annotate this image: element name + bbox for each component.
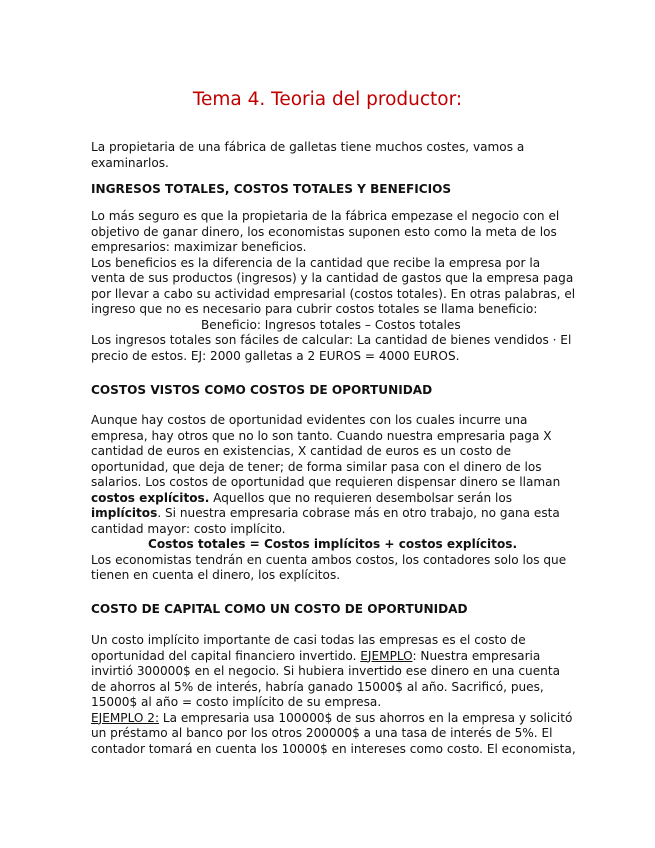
costos-totales-formula: Costos totales = Costos implícitos + costos explícitos. [148, 537, 518, 551]
text-line: por llevar a cabo su actividad empresarial (costos totales). En otras palabras, el [91, 286, 576, 301]
text-line: Un costo implícito importante de casi todas las empresas es el costo de [91, 633, 526, 647]
text-line: cantidad mayor: costo implícito. [91, 521, 286, 536]
text-line [91, 491, 565, 507]
text-line: La propietaria de una fábrica de galletas tiene muchos costes, vamos a [91, 140, 525, 154]
bold-term-implicitos: implícitos [91, 506, 158, 520]
text-span: . Si nuestra empresaria cobrase más en otro trabajo, no gana esta [157, 506, 560, 520]
intro-paragraph [91, 140, 565, 171]
text-span: : Nuestra empresaria [412, 648, 541, 663]
text-line [91, 649, 565, 665]
text-line: venta de sus productos (ingresos) y la cantidad de gastos que la empresa paga [91, 271, 574, 285]
text-line: cantidad de euros en existencias, X cantidad de euros es un costo de [91, 444, 512, 458]
text-line: un préstamo al banco por los otros 200000$ a una tasa de interés de 5%. El [91, 726, 553, 740]
bold-term-costos-explicitos: costos explícitos. [91, 490, 210, 505]
text-line: ingreso que no es necesario para cubrir costos totales se llama beneficio: [91, 302, 538, 316]
section2-paragraph [91, 413, 565, 584]
text-span: La empresaria usa 100000$ de sus ahorros en la empresa y solicitó [159, 710, 573, 725]
text-line: Los ingresos totales son fáciles de calcular: La cantidad de bienes vendidos · El [91, 333, 572, 347]
section1-paragraph [91, 209, 576, 364]
text-line [91, 506, 565, 522]
text-line: invirtió 300000$ en el negocio. Si hubiera invertido ese dinero en una cuenta [91, 664, 560, 678]
text-line: Los beneficios es la diferencia de la cantidad que recibe la empresa por la [91, 255, 541, 270]
beneficio-formula: Beneficio: Ingresos totales – Costos totales [201, 317, 461, 332]
section-heading-costo-capital: COSTO DE CAPITAL COMO UN COSTO DE OPORTUNIDAD [91, 602, 468, 616]
text-line: precio de estos. EJ: 2000 galletas a 2 EUROS = 4000 EUROS. [91, 348, 460, 363]
text-line: Los economistas tendrán en cuenta ambos costos, los contadores solo los que [91, 552, 567, 567]
text-line: de ahorros al 5% de interés, habría ganado 15000$ al año. Sacrificó, pues, [91, 679, 544, 694]
text-line: oportunidad, que deja de tener; de forma similar pasa con el dinero de los [91, 459, 542, 474]
text-line: tienen en cuenta el dinero, los explícitos. [91, 568, 341, 582]
section-heading-ingresos: INGRESOS TOTALES, COSTOS TOTALES Y BENEFICIOS [91, 182, 452, 196]
section-heading-costos-oportunidad: COSTOS VISTOS COMO COSTOS DE OPORTUNIDAD [91, 383, 433, 397]
text-span: oportunidad del capital financiero invertido. [91, 648, 361, 663]
ejemplo-2-label: EJEMPLO 2: [91, 710, 160, 725]
text-line: empresa, hay otros que no lo son tanto. Cuando nuestra empresaria paga X [91, 428, 552, 443]
text-line: salarios. Los costos de oportunidad que requieren dispensar dinero se llaman [91, 475, 561, 489]
ejemplo-label: EJEMPLO [360, 648, 413, 663]
text-line: 15000$ al año = costo implícito de su empresa. [91, 695, 382, 709]
text-line: contador tomará en cuenta los 10000$ en intereses como costo. El economista, [91, 741, 576, 756]
text-line: Aunque hay costos de oportunidad evidentes con los cuales incurre una [91, 413, 528, 427]
text-line: Lo más seguro es que la propietaria de la fábrica empezase el negocio con el [91, 209, 560, 223]
text-span: Aquellos que no requieren desembolsar serán los [209, 490, 513, 505]
page-title: Tema 4. Teoria del productor: [192, 89, 463, 110]
text-line: empresarios: maximizar beneficios. [91, 240, 307, 254]
text-line: objetivo de ganar dinero, los economistas suponen esto como la meta de los [91, 224, 557, 239]
section3-paragraph [91, 633, 576, 757]
text-line: examinarlos. [91, 155, 169, 170]
text-line [91, 710, 573, 727]
